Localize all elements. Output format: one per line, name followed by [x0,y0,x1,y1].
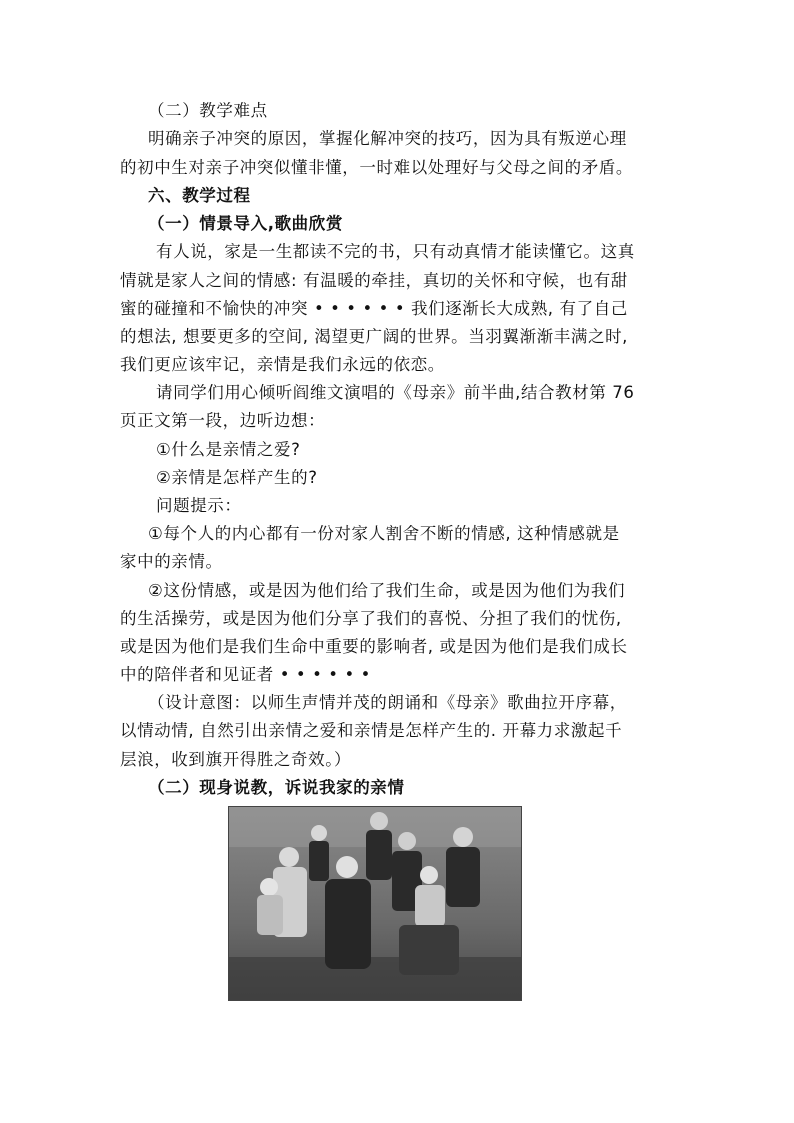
paragraph-line: 家中的亲情。 [120,552,223,571]
paragraph-line: 中的陪伴者和见证者 • • • • • • [120,665,371,684]
paragraph-line: 我们更应该牢记，亲情是我们永远的依恋。 [120,355,445,374]
paragraph-line: 有人说，家是一生都读不完的书，只有动真情才能读懂它。这真 [156,242,635,261]
heading-teaching-difficulty: （二）教学难点 [148,101,268,120]
paragraph-line: 以情动情, 自然引出亲情之爱和亲情是怎样产生的. 开幕力求激起千 [120,721,623,740]
paragraph-line: 层浪，收到旗开得胜之奇效。） [120,750,352,769]
design-intent: （设计意图：以师生声情并茂的朗诵和《母亲》歌曲拉开序幕， [148,693,627,712]
hint-label: 问题提示： [156,496,242,515]
heading-teaching-process: 六、教学过程 [148,186,251,205]
paragraph-line: 明确亲子冲突的原因，掌握化解冲突的技巧，因为具有叛逆心理 [148,129,627,148]
question-item: ②亲情是怎样产生的? [156,468,318,487]
paragraph-line: 的想法, 想要更多的空间, 渴望更广阔的世界。当羽翼渐渐丰满之时, [120,327,629,346]
question-item: ①什么是亲情之爱? [156,440,301,459]
family-photo [228,806,522,1001]
answer-item: ①每个人的内心都有一份对家人割舍不断的情感, 这种情感就是 [148,524,620,543]
paragraph-line: 的生活操劳，或是因为他们分享了我们的喜悦、分担了我们的忧伤, [120,609,622,628]
paragraph-line: 请同学们用心倾听阎维文演唱的《母亲》前半曲,结合教材第 76 [156,383,635,402]
subheading-scene-intro: （一）情景导入,歌曲欣赏 [148,214,343,233]
paragraph-line: 或是因为他们是我们生命中重要的影响者, 或是因为他们是我们成长 [120,637,628,656]
subheading-family-story: （二）现身说教，诉说我家的亲情 [148,778,405,797]
paragraph-line: 的初中生对亲子冲突似懂非懂，一时难以处理好与父母之间的矛盾。 [120,158,633,177]
paragraph-line: 蜜的碰撞和不愉快的冲突 • • • • • • 我们逐渐长大成熟, 有了自己 [120,299,628,318]
answer-item: ②这份情感，或是因为他们给了我们生命，或是因为他们为我们 [148,581,626,600]
paragraph-line: 情就是家人之间的情感: 有温暖的牵挂，真切的关怀和守候，也有甜 [120,271,628,290]
paragraph-line: 页正文第一段，边听边想： [120,411,326,430]
